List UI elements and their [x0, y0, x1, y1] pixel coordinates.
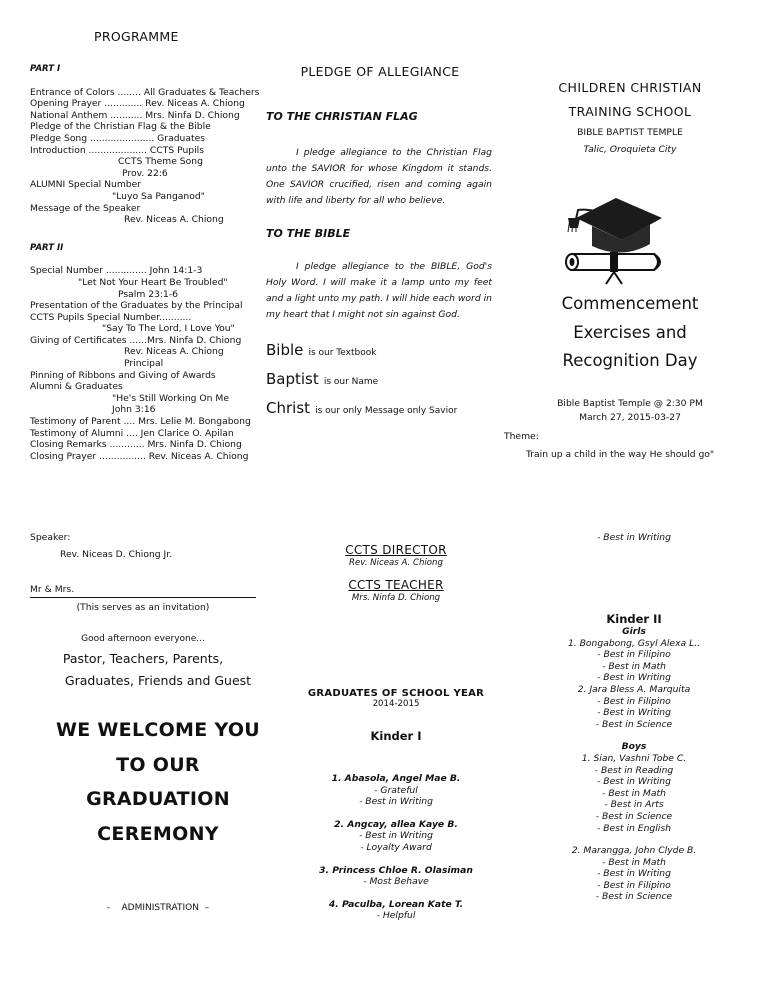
- director-title: CCTS DIRECTOR: [345, 543, 447, 557]
- award: - Best in Writing: [597, 707, 671, 719]
- greeting: Good afternoon everyone...: [81, 634, 205, 644]
- motto-line: [266, 369, 506, 398]
- mr-mrs-label: Mr & Mrs.: [30, 584, 75, 595]
- award: - Loyalty Award: [360, 841, 432, 853]
- program-line: Closing Prayer ................ Rev. Niceas A. Chiong: [30, 450, 249, 462]
- graduate-name: 2. Angcay, allea Kaye B.: [334, 818, 458, 830]
- guests-line1: Pastor, Teachers, Parents,: [62, 651, 224, 666]
- bible-heading: TO THE BIBLE: [266, 227, 351, 240]
- list-item: [276, 819, 516, 854]
- welcome-banner: [20, 713, 296, 851]
- award: - Best in Math: [602, 660, 666, 672]
- teacher-name: Mrs. Ninfa D. Chiong: [351, 593, 441, 603]
- graduate-name: 1. Abasola, Angel Mae B.: [331, 773, 461, 784]
- program-line: "Let Not Your Heart Be Troubled": [78, 276, 228, 288]
- name-line: [30, 597, 256, 598]
- program-line: Pledge of the Christian Flag & the Bible: [30, 121, 211, 133]
- program-line: Pinning of Ribbons and Giving of Awards: [30, 369, 216, 381]
- motto-phrase: is our Textbook: [308, 348, 377, 358]
- program-line: ALUMNI Special Number: [30, 179, 142, 191]
- teacher-title: CCTS TEACHER: [348, 578, 444, 592]
- list-item: [514, 845, 754, 903]
- speaker-name: Rev. Niceas D. Chiong Jr.: [60, 549, 173, 560]
- program-line: Prov. 22:6: [122, 167, 168, 179]
- location: Talic, Oroquieta City: [583, 144, 677, 155]
- award: - Best in Reading: [594, 764, 674, 776]
- church-name: BIBLE BAPTIST TEMPLE: [577, 127, 683, 138]
- invitation-note: (This serves as an invitation): [76, 602, 210, 613]
- welcome-line: GRADUATION: [86, 788, 230, 810]
- program-line: Message of the Speaker: [30, 202, 141, 214]
- motto-list: [266, 340, 506, 427]
- list-item: [514, 684, 754, 730]
- graduates-title: GRADUATES OF SCHOOL YEAR: [307, 688, 485, 699]
- flag-pledge-text: I pledge allegiance to the Christian Flag unto the SAVIOR for whose Kingdom it stands. One SAVIOR crucified, risen and coming again with life and liberty for all who believe.: [266, 147, 492, 206]
- staff-section: [276, 543, 516, 603]
- award: - Best in Arts: [604, 799, 664, 811]
- school-name-line1: CHILDREN CHRISTIAN: [558, 80, 702, 95]
- motto-line: [266, 398, 506, 427]
- award: - Best in Science: [595, 891, 673, 903]
- program-line: Giving of Certificates ......Mrs. Ninfa D. Chiong: [30, 334, 242, 346]
- welcome-line: WE WELCOME YOU: [55, 719, 261, 741]
- graduation-cap-diploma-icon: [562, 188, 674, 286]
- award: - Best in Writing: [597, 776, 671, 788]
- program-line: Rev. Niceas A. Chiong: [124, 346, 224, 358]
- event-title-line2: Exercises and: [573, 322, 687, 342]
- award: - Best in Science: [595, 718, 673, 730]
- motto-word: Christ: [266, 399, 311, 417]
- theme-label: Theme:: [504, 431, 539, 442]
- part2-heading: PART II: [30, 242, 64, 253]
- motto-word: Bible: [266, 341, 304, 359]
- boys-label: Boys: [621, 741, 647, 753]
- program-line: John 3:16: [112, 404, 156, 416]
- award: - Best in Math: [602, 787, 666, 799]
- award: - Best in Writing: [359, 830, 433, 842]
- pledge-title: PLEDGE OF ALLEGIANCE: [300, 64, 460, 79]
- graduate-name: 4. Paculba, Lorean Kate T.: [328, 898, 464, 910]
- event-title-line3: Recognition Day: [562, 351, 698, 370]
- part1-heading: PART I: [30, 64, 61, 74]
- award: - Best in Math: [602, 856, 666, 868]
- award: - Best in English: [597, 822, 671, 834]
- program-line: Psalm 23:1-6: [118, 288, 179, 300]
- award: - Best in Writing: [597, 672, 671, 684]
- theme-text: Train up a child in the way He should go": [526, 449, 715, 460]
- girls-label: Girls: [622, 626, 646, 637]
- program-line: Alumni & Graduates: [30, 381, 123, 393]
- program-line: "He's Still Working On Me: [112, 392, 229, 404]
- graduate-name: 2. Jara Bless A. Marquita: [577, 683, 691, 695]
- program-line: Pledge Song ...................... Graduates: [30, 132, 206, 144]
- kinder1-title: Kinder I: [370, 729, 422, 743]
- kinder2-section: [514, 613, 754, 903]
- program-line: Closing Remarks ............ Mrs. Ninfa D. Chiong: [30, 439, 242, 451]
- program-line: Presentation of the Graduates by the Principal: [30, 300, 243, 312]
- event-title-line1: Commencement: [561, 294, 699, 313]
- program-line: Special Number .............. John 14:1-3: [30, 265, 203, 277]
- program-line: Testimony of Parent .... Mrs. Lelie M. Bongabong: [30, 416, 251, 428]
- program-line: "Say To The Lord, I Love You": [102, 323, 235, 335]
- event-details: [505, 397, 755, 425]
- welcome-line: CEREMONY: [97, 822, 219, 845]
- school-year: 2014-2015: [372, 699, 420, 709]
- graduate-name: 1. Sian, Vashni Tobe C.: [581, 752, 687, 764]
- cover: [510, 80, 750, 155]
- programme-list: [30, 64, 270, 462]
- motto-word: Baptist: [266, 370, 319, 388]
- event-title: [505, 290, 755, 376]
- program-line: CCTS Pupils Special Number...........: [30, 311, 192, 323]
- list-item: [514, 638, 754, 684]
- program-line: Opening Prayer ............. Rev. Niceas A. Chiong: [30, 98, 245, 110]
- kinder1-list: [276, 773, 516, 922]
- program-line: Rev. Niceas A. Chiong: [124, 214, 224, 226]
- program-line: Testimony of Alumni .... Jen Clarice O. Apilan: [30, 427, 234, 439]
- kinder2-title: Kinder II: [606, 612, 662, 626]
- list-item: [276, 865, 516, 888]
- signoff: - ADMINISTRATION –: [106, 903, 210, 913]
- list-item: [514, 753, 754, 834]
- bible-pledge-text: I pledge allegiance to the BIBLE, God's Holy Word. I will make it a lamp unto my feet and a light unto my path. I will hide each word in my heart that I might not sin against God.: [266, 261, 492, 320]
- award: - Grateful: [374, 784, 418, 796]
- guests-line2: Graduates, Friends and Guest: [64, 673, 252, 688]
- program-line: Introduction .................... CCTS Pupils: [30, 144, 205, 156]
- programme-title: PROGRAMME: [94, 29, 179, 44]
- award: - Best in Filipino: [597, 695, 671, 707]
- speaker-label: Speaker:: [30, 532, 71, 543]
- event-date: March 27, 2015-03-27: [579, 412, 681, 423]
- venue-time: Bible Baptist Temple @ 2:30 PM: [557, 398, 703, 409]
- school-name-line2: TRAINING SCHOOL: [568, 104, 692, 119]
- program-line: CCTS Theme Song: [118, 156, 203, 168]
- award: - Best in Filipino: [597, 649, 671, 661]
- award: - Best in Writing: [597, 868, 671, 880]
- award: - Helpful: [376, 910, 416, 922]
- flag-heading: TO THE CHRISTIAN FLAG: [266, 110, 418, 123]
- graduate-name: 3. Princess Chloe R. Olasiman: [319, 864, 473, 876]
- award: - Most Behave: [363, 876, 429, 888]
- program-line: Principal: [124, 358, 164, 370]
- motto-phrase: is our Name: [323, 377, 379, 387]
- list-item: [276, 773, 516, 808]
- award: - Best in Writing: [359, 796, 433, 808]
- director-name: Rev. Niceas A. Chiong: [349, 558, 443, 568]
- graduate-name: 2. Marangga, John Clyde B.: [571, 845, 697, 857]
- award: - Best in Science: [595, 810, 673, 822]
- graduates-header: [276, 688, 516, 743]
- award: - Best in Filipino: [597, 879, 671, 891]
- program-line: "Luyo Sa Panganod": [112, 190, 205, 202]
- top-award: - Best in Writing: [597, 532, 671, 543]
- motto-phrase: is our only Message only Savior: [315, 406, 458, 416]
- list-item: [276, 899, 516, 922]
- welcome-line: TO OUR: [116, 753, 200, 776]
- motto-line: [266, 340, 506, 369]
- program-line: Entrance of Colors ........ All Graduates & Teachers: [30, 86, 260, 98]
- program-line: National Anthem ........... Mrs. Ninfa D. Chiong: [30, 109, 240, 121]
- graduate-name: 1. Bongabong, Gsyl Alexa L..: [567, 637, 701, 649]
